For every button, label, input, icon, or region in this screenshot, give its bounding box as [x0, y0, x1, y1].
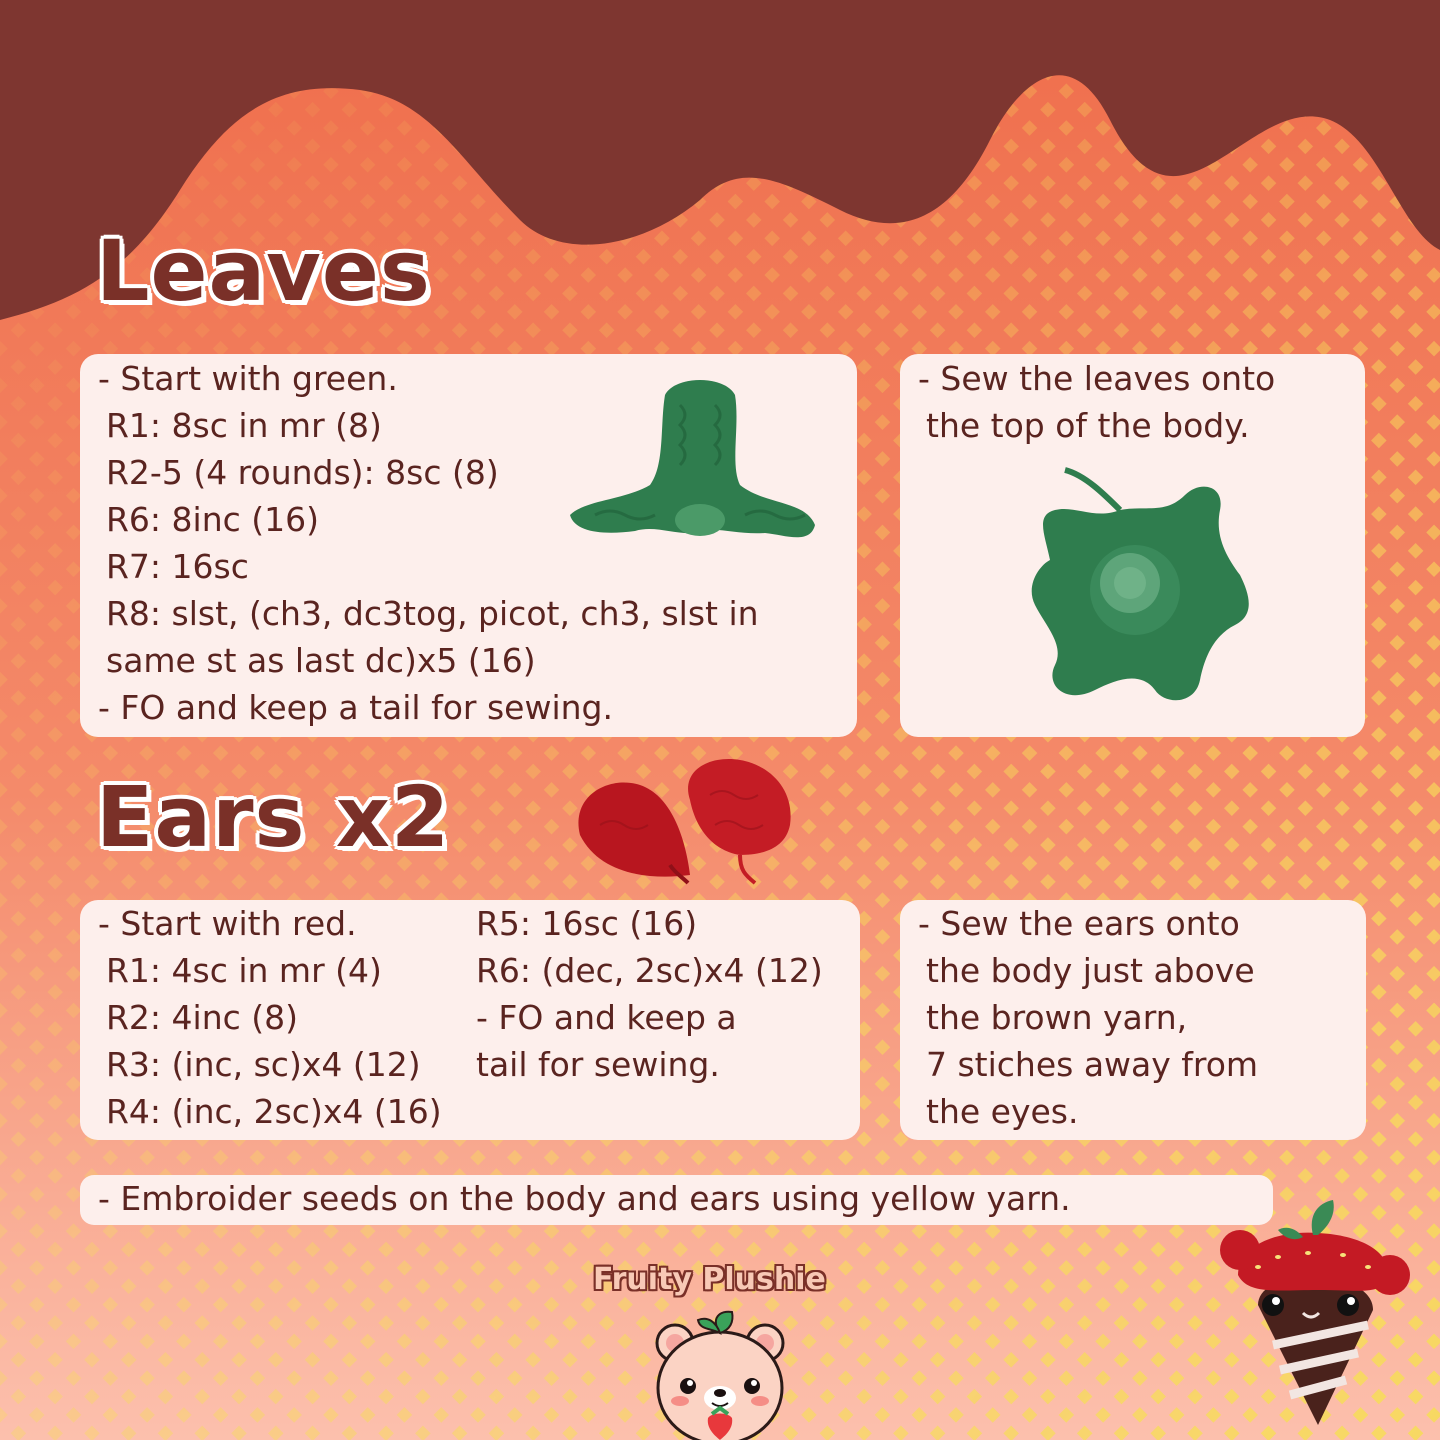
ears-sew-text: - Sew the ears onto [918, 904, 1240, 943]
brand-name: Fruity Plushie [593, 1262, 826, 1297]
leaves-step: R1: 8sc in mr (8) [106, 406, 382, 445]
ears-sew-text: the eyes. [926, 1092, 1079, 1131]
ears-step: R1: 4sc in mr (4) [106, 951, 382, 990]
seeds-note-text: - Embroider seeds on the body and ears using yellow yarn. [98, 1179, 1071, 1218]
ears-sew-text: 7 stiches away from [926, 1045, 1259, 1084]
leaves-step: R6: 8inc (16) [106, 500, 319, 539]
ears-title: Ears x2 [96, 768, 451, 866]
ears-sew-text: the body just above [926, 951, 1255, 990]
ears-step: R5: 16sc (16) [476, 904, 698, 943]
crochet-ears-icon [570, 755, 800, 885]
leaves-step: - Start with green. [98, 359, 398, 398]
ears-step: R2: 4inc (8) [106, 998, 298, 1037]
strawberry-plushie-icon [1218, 1195, 1413, 1435]
ears-instructions-card [80, 900, 860, 1140]
ears-sew-card [900, 900, 1366, 1140]
seeds-note-card [80, 1175, 1273, 1225]
ears-step: - FO and keep a [476, 998, 737, 1037]
ears-step: R3: (inc, sc)x4 (12) [106, 1045, 421, 1084]
crochet-leaf-top-icon [1025, 465, 1255, 710]
leaves-sew-text: - Sew the leaves onto [918, 359, 1276, 398]
leaves-step: R7: 16sc [106, 547, 249, 586]
ears-step: R4: (inc, 2sc)x4 (16) [106, 1092, 442, 1131]
bear-mascot-icon [650, 1308, 790, 1440]
leaves-step: - FO and keep a tail for sewing. [98, 688, 613, 727]
crochet-leaf-side-icon [565, 375, 825, 555]
leaves-step: R2-5 (4 rounds): 8sc (8) [106, 453, 499, 492]
ears-step: tail for sewing. [476, 1045, 720, 1084]
ears-step: R6: (dec, 2sc)x4 (12) [476, 951, 823, 990]
leaves-sew-text: the top of the body. [926, 406, 1250, 445]
leaves-step: R8: slst, (ch3, dc3tog, picot, ch3, slst in [106, 594, 759, 633]
ears-sew-text: the brown yarn, [926, 998, 1188, 1037]
leaves-title: Leaves [96, 222, 431, 320]
ears-step: - Start with red. [98, 904, 357, 943]
leaves-step: same st as last dc)x5 (16) [106, 641, 536, 680]
